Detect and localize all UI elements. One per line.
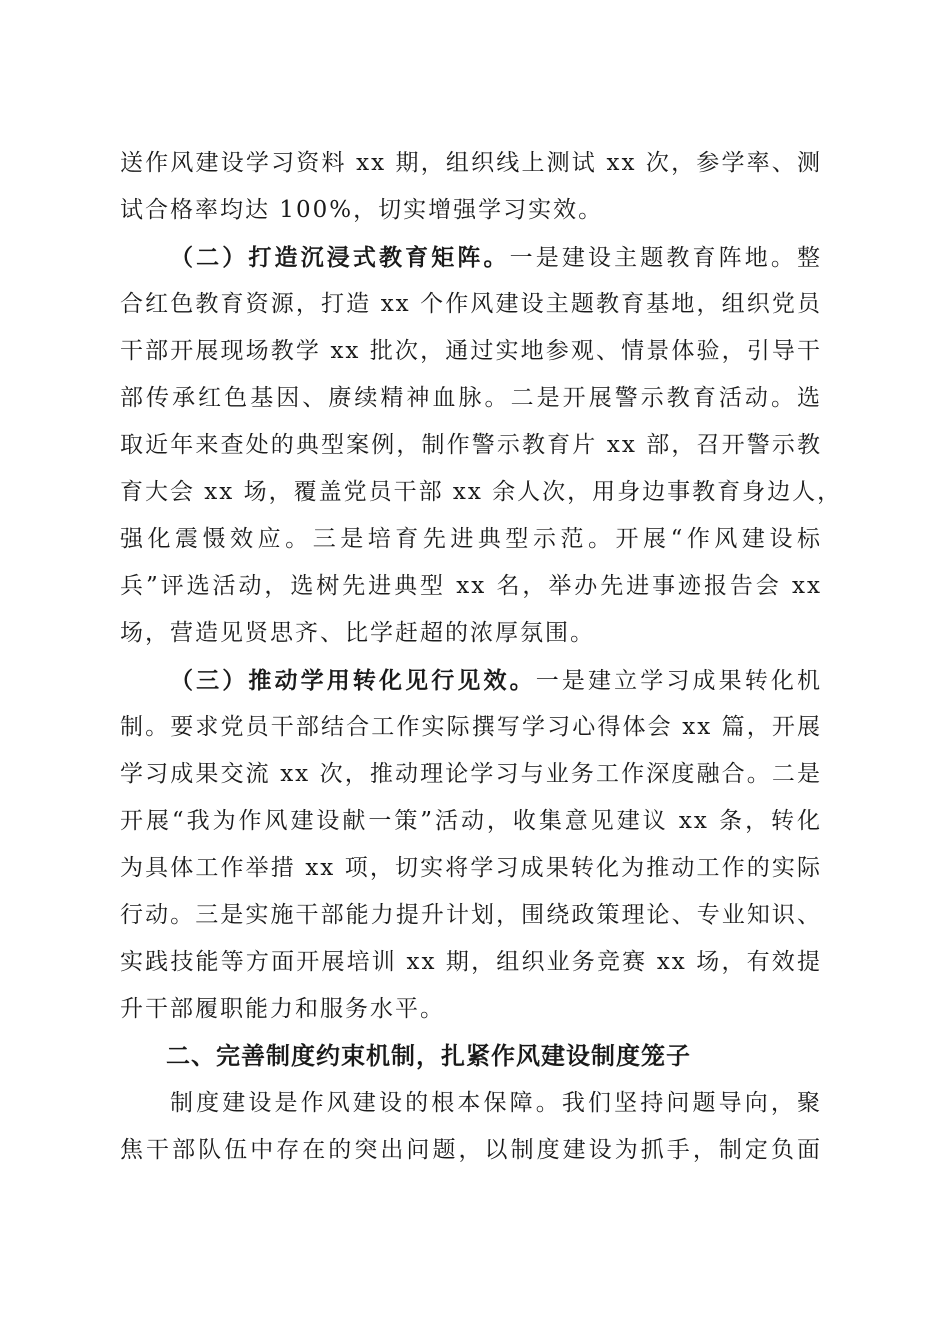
text-line: 取近年来查处的典型案例，制作警示教育片 xx 部，召开警示教 <box>120 432 822 458</box>
text-line: 部传承红色基因、赓续精神血脉。二是开展警示教育活动。选 <box>120 385 822 411</box>
text-line: 合红色教育资源，打造 xx 个作风建设主题教育基地，组织党员 <box>120 291 822 317</box>
subsection-heading-2: （二）打造沉浸式教育矩阵。 <box>170 244 510 271</box>
subsection-heading-3: （三）推动学用转化见行见效。 <box>170 667 536 694</box>
text-line: 行动。三是实施干部能力提升计划，围绕政策理论、专业知识、 <box>120 902 822 928</box>
text-line: 开展“我为作风建设献一策”活动，收集意见建议 xx 条，转化 <box>120 808 822 834</box>
document-body <box>120 140 843 1174</box>
text-line: 升干部履职能力和服务水平。 <box>120 996 445 1022</box>
text-line: 学习成果交流 xx 次，推动理论学习与业务工作深度融合。二是 <box>120 761 822 787</box>
text-line: 为具体工作举措 xx 项，切实将学习成果转化为推动工作的实际 <box>120 855 822 881</box>
subsection-first-line <box>120 657 822 704</box>
section-heading: 二、完善制度约束机制，扎紧作风建设制度笼子 <box>166 1042 691 1070</box>
text-line: 送作风建设学习资料 xx 期，组织线上测试 xx 次，参学率、测 <box>120 150 822 176</box>
text-line: 焦干部队伍中存在的突出问题，以制度建设为抓手，制定负面 <box>120 1137 822 1163</box>
text-run: 一是建立学习成果转化机 <box>535 668 822 694</box>
text-line: 强化震慑效应。三是培育先进典型示范。开展“作风建设标 <box>120 526 822 552</box>
text-line: 试合格率均达 100%，切实增强学习实效。 <box>120 197 604 223</box>
text-line: 育大会 xx 场，覆盖党员干部 xx 余人次，用身边事教育身边人， <box>120 479 843 505</box>
text-line: 干部开展现场教学 xx 批次，通过实地参观、情景体验，引导干 <box>120 338 822 364</box>
text-line: 制。要求党员干部结合工作实际撰写学习心得体会 xx 篇，开展 <box>120 714 822 740</box>
subsection-first-line <box>120 234 822 281</box>
text-line: 场，营造见贤思齐、比学赶超的浓厚氛围。 <box>120 620 595 646</box>
text-line: 制度建设是作风建设的根本保障。我们坚持问题导向，聚 <box>170 1090 822 1116</box>
text-line: 兵”评选活动，选树先进典型 xx 名，举办先进事迹报告会 xx <box>120 573 822 599</box>
text-run: 一是建设主题教育阵地。整 <box>509 245 822 271</box>
text-line: 实践技能等方面开展培训 xx 期，组织业务竞赛 xx 场，有效提 <box>120 949 822 975</box>
